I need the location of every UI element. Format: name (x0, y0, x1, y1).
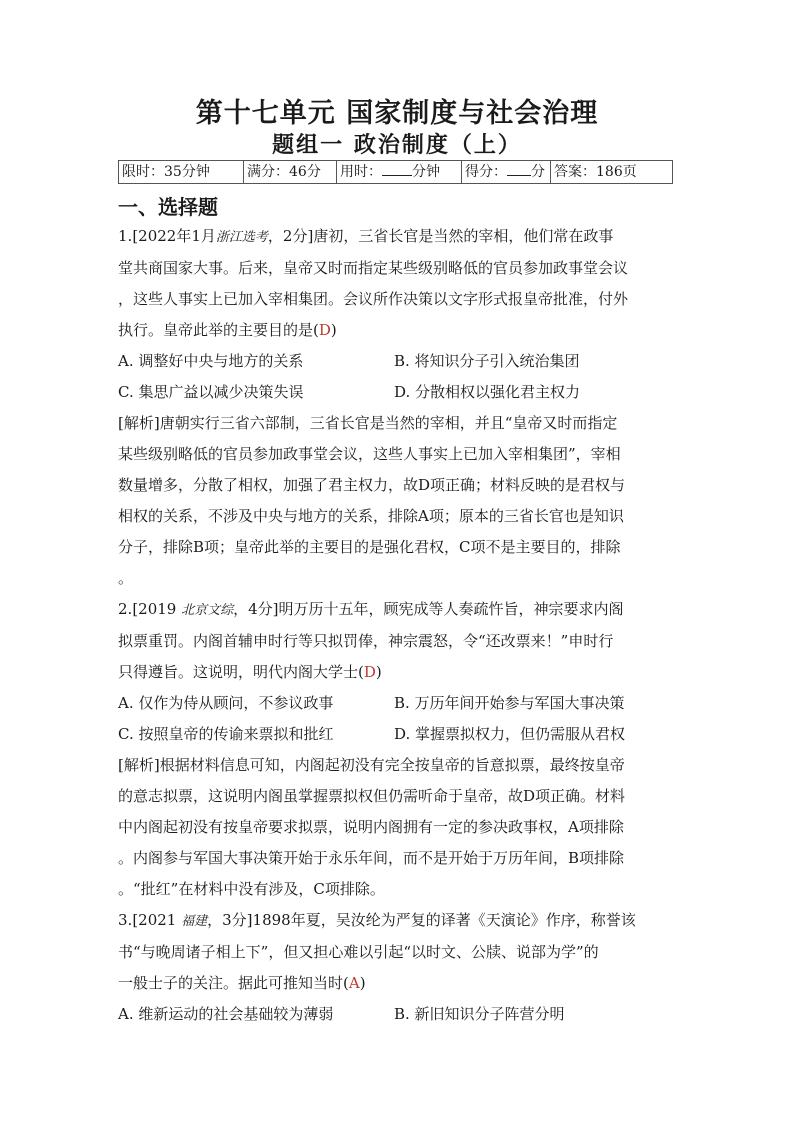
analysis-line: 。内阁参与军国大事决策开始于永乐年间，而不是开始于万历年间，B项排除 (118, 849, 625, 867)
group-subtitle: 题组一 政治制度（上） (272, 132, 522, 158)
question-stem-line: 一般士子的关注。据此可推知当时(A) (118, 974, 366, 992)
analysis-line: 分子，排除B项；皇帝此举的主要目的是强化君权，C项不是主要目的，排除 (118, 538, 621, 556)
answer-letter: D (363, 663, 376, 681)
option-a: A. 维新运动的社会基础较为薄弱 (118, 1005, 334, 1023)
unit-title: 第十七单元 国家制度与社会治理 (195, 98, 599, 129)
question-stem-line: 执行。皇帝此举的主要目的是(D) (118, 321, 337, 339)
option-d: D. 分散相权以强化君主权力 (394, 383, 581, 401)
option-b: B. 万历年间开始参与军国大事决策 (394, 694, 625, 712)
option-a: A. 仅作为侍从顾问，不参议政事 (118, 694, 334, 712)
options-row (118, 688, 670, 719)
options-row (118, 346, 670, 377)
option-b: B. 新旧知识分子阵营分明 (394, 1005, 565, 1023)
question-stem: 2.[2019 北京文综，4分]明万历十五年，顾宪成等人奏疏忤旨，神宗要求内阁 (118, 600, 624, 618)
option-b: B. 将知识分子引入统治集团 (394, 352, 580, 370)
analysis-line: 的意志拟票，这说明内阁虽掌握票拟权但仍需听命于皇帝，故D项正确。材料 (118, 787, 626, 805)
analysis-line: 相权的关系，不涉及中央与地方的关系，排除A项；原本的三省长官也是知识 (118, 507, 624, 525)
question-stem-line: 堂共商国家大事。后来，皇帝又时而指定某些级别略低的官员参加政事堂会议 (118, 259, 629, 277)
analysis-line: 。 (118, 569, 134, 587)
options-row (118, 999, 670, 1030)
analysis-line: 。“批红”在材料中没有涉及，C项排除。 (118, 880, 385, 898)
analysis-line: 某些级别略低的官员参加政事堂会议，这些人事实上已加入宰相集团”，宰相 (118, 445, 621, 463)
options-row (118, 377, 670, 408)
question-stem-line: 只得遵旨。这说明，明代内阁大学士(D) (118, 663, 382, 681)
questions-content (118, 221, 670, 1030)
options-row (118, 719, 670, 750)
score: 得分： 分 (462, 161, 551, 184)
answer-letter: D (318, 321, 331, 339)
analysis-line: [解析]根据材料信息可知，内阁起初没有完全按皇帝的旨意拟票，最终按皇帝 (118, 756, 625, 774)
question-stem: 3.[2021 福建，3分]1898年夏，吴汝纶为严复的译著《天演论》作序，称誉该 (118, 911, 636, 929)
analysis-line: 数量增多，分散了相权，加强了君主权力，故D项正确；材料反映的是君权与 (118, 476, 626, 494)
answer-page: 答案：186页 (551, 161, 673, 184)
analysis-line: 中内阁起初没有按皇帝要求拟票，说明内阁拥有一定的参决政事权，A项排除 (118, 818, 624, 836)
question-1 (118, 221, 670, 594)
question-stem: 1.[2022年1月浙江选考，2分]唐初，三省长官是当然的宰相，他们常在政事 (118, 227, 614, 245)
option-a: A. 调整好中央与地方的关系 (118, 352, 304, 370)
analysis-line: [解析]唐朝实行三省六部制，三省长官是当然的宰相，并且“皇帝又时而指定 (118, 414, 618, 432)
question-2 (118, 594, 670, 905)
option-c: C. 集思广益以减少决策失误 (118, 383, 304, 401)
answer-letter: A (348, 974, 360, 992)
info-table (118, 160, 673, 184)
question-stem-line: 拟票重罚。内阁首辅申时行等只拟罚俸，神宗震怒，令“还改票来！”申时行 (118, 632, 614, 650)
time-used: 用时： 分钟 (337, 161, 462, 184)
section-title: 一、选择题 (118, 195, 218, 219)
option-d: D. 掌握票拟权力，但仍需服从君权 (394, 725, 626, 743)
question-3 (118, 905, 670, 1030)
option-c: C. 按照皇帝的传谕来票拟和批红 (118, 725, 334, 743)
question-stem-line: 书“与晚周诸子相上下”，但又担心难以引起“以时文、公牍、说部为学”的 (118, 943, 599, 961)
full-score: 满分：46分 (244, 161, 337, 184)
time-limit: 限时：35分钟 (119, 161, 244, 184)
question-stem-line: ，这些人事实上已加入宰相集团。会议所作决策以文字形式报皇帝批准，付外 (118, 290, 629, 308)
